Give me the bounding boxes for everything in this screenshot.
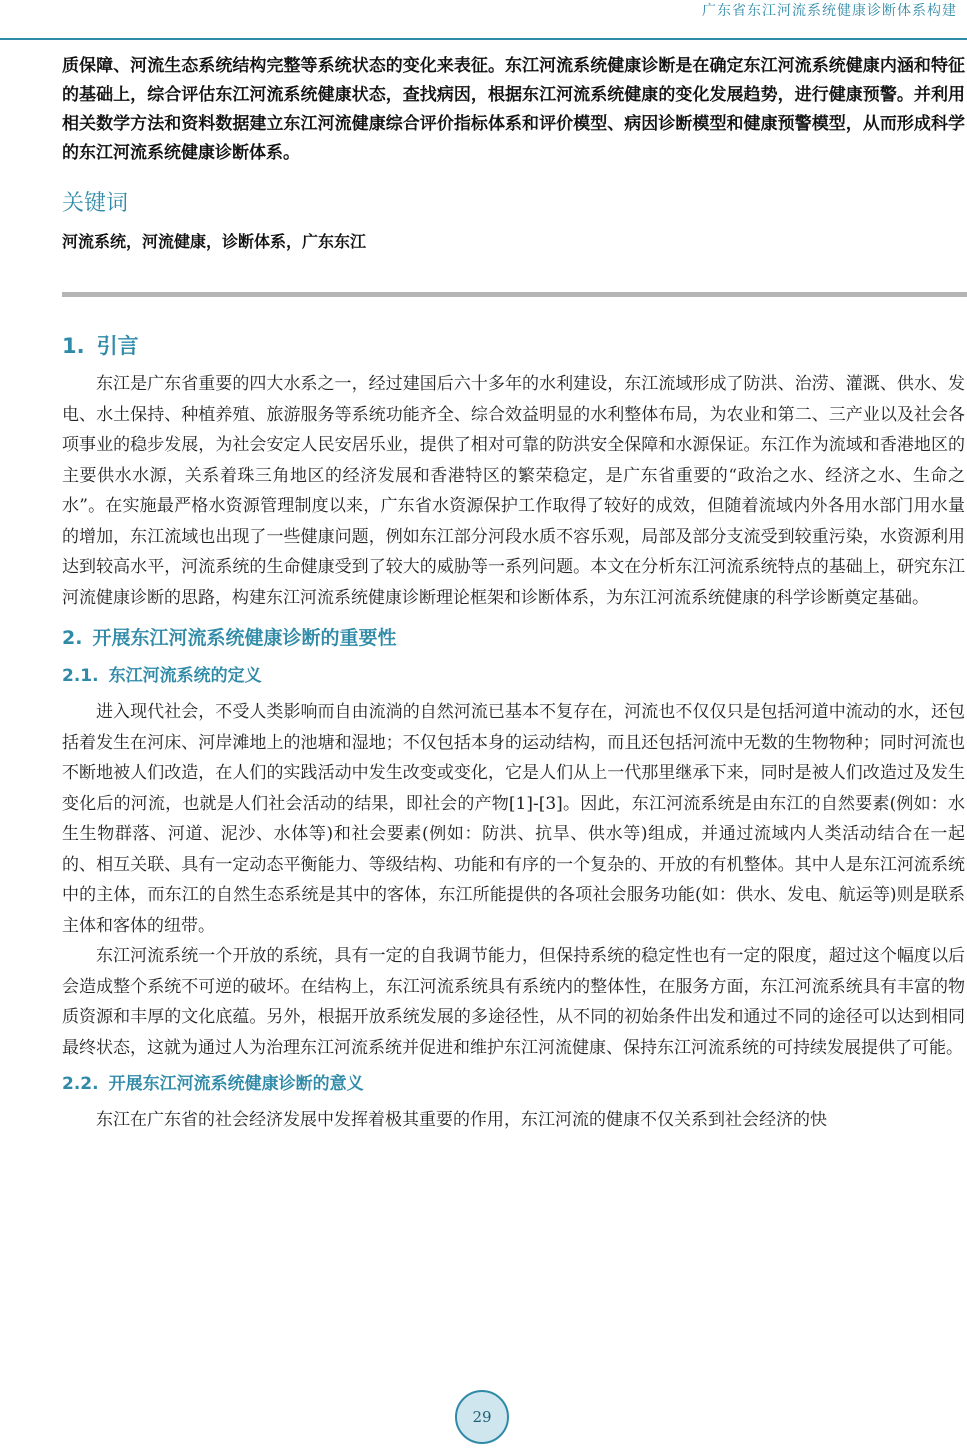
running-header: 广东省东江河流系统健康诊断体系构建 bbox=[702, 3, 957, 19]
section-2-1-heading bbox=[62, 661, 965, 691]
paragraph: 东江在广东省的社会经济发展中发挥着极其重要的作用，东江河流的健康不仅关系到社会经济的快 bbox=[96, 1110, 827, 1130]
section-1-heading bbox=[62, 331, 965, 361]
keywords-text: 河流系统，河流健康，诊断体系，广东东江 bbox=[62, 232, 367, 251]
header-rule bbox=[0, 38, 967, 40]
section-title: 开展东江河流系统健康诊断的意义 bbox=[108, 1074, 364, 1094]
section-number: 2.2. bbox=[62, 1074, 99, 1094]
section-2-2-heading bbox=[62, 1069, 965, 1099]
section-title: 东江河流系统的定义 bbox=[108, 666, 262, 686]
section-divider bbox=[62, 292, 967, 297]
page-number: 29 bbox=[472, 1408, 492, 1426]
section-number: 2.1. bbox=[62, 666, 99, 686]
abstract-text: 质保障、河流生态系统结构完整等系统状态的变化来表征。东江河流系统健康诊断是在确定东江河流系统健康内涵和特征的基础上，综合评估东江河流系统健康状态，查找病因，根据东江河流系统健康的变化发展趋势，进行健康预警。并利用相关数学方法和资料数据建立东江河流健康综合评价指标体系和评价模型、病因诊断模型和健康预警模型，从而形成科学的东江河流系统健康诊断体系。 bbox=[62, 56, 965, 163]
section-number: 1. bbox=[62, 334, 85, 358]
page-number-badge bbox=[455, 1390, 509, 1444]
paragraph: 进入现代社会，不受人类影响而自由流淌的自然河流已基本不复存在，河流也不仅仅只是包括河道中流动的水，还包括着发生在河床、河岸滩地上的池塘和湿地；不仅包括本身的运动结构，而且还包括河流中无数的生物物种；同时河流也不断地被人们改造，在人们的实践活动中发生改变或变化，它是人们从上一代那里继承下来，同时是被人们改造过及发生变化后的河流，也就是人们社会活动的结果，即社会的产物[1]-[3]。因此，东江河流系统是由东江的自然要素(例如：水生生物群落、河道、泥沙、水体等)和社会要素(例如：防洪、抗旱、供水等)组成，并通过流域内人类活动结合在一起的、相互关联、具有一定动态平衡能力、等级结构、功能和有序的一个复杂的、开放的有机整体。其中人是东江河流系统中的主体，而东江的自然生态系统是其中的客体，东江所能提供的各项社会服务功能(如：供水、发电、航运等)则是联系主体和客体的纽带。 bbox=[62, 702, 965, 936]
paragraph: 东江河流系统一个开放的系统，具有一定的自我调节能力，但保持系统的稳定性也有一定的限度，超过这个幅度以后会造成整个系统不可逆的破坏。在结构上，东江河流系统具有系统内的整体性，在服务方面，东江河流系统具有丰富的物质资源和丰厚的文化底蕴。另外，根据开放系统发展的多途径性，从不同的初始条件出发和通过不同的途径可以达到相同最终状态，这就为通过人为治理东江河流系统并促进和维护东江河流健康、保持东江河流系统的可持续发展提供了可能。 bbox=[62, 946, 965, 1058]
section-number: 2. bbox=[62, 627, 83, 649]
section-2-heading bbox=[62, 623, 965, 653]
keywords-heading: 关键词 bbox=[62, 191, 129, 216]
paragraph: 东江是广东省重要的四大水系之一，经过建国后六十多年的水利建设，东江流域形成了防洪、治涝、灌溉、供水、发电、水土保持、种植养殖、旅游服务等系统功能齐全、综合效益明显的水利整体布局，为农业和第二、三产业以及社会各项事业的稳步发展，为社会安定人民安居乐业，提供了相对可靠的防洪安全保障和水源保证。东江作为流域和香港地区的主要供水水源，关系着珠三角地区的经济发展和香港特区的繁荣稳定，是广东省重要的“政治之水、经济之水、生命之水”。在实施最严格水资源管理制度以来，广东省水资源保护工作取得了较好的成效，但随着流域内外各用水部门用水量的增加，东江流域也出现了一些健康问题，例如东江部分河段水质不容乐观，局部及部分支流受到较重污染，水资源利用达到较高水平，河流系统的生命健康受到了较大的威胁等一系列问题。本文在分析东江河流系统特点的基础上，研究东江河流健康诊断的思路，构建东江河流系统健康诊断理论框架和诊断体系，为东江河流系统健康的科学诊断奠定基础。 bbox=[62, 374, 965, 608]
section-title: 开展东江河流系统健康诊断的重要性 bbox=[92, 627, 397, 649]
section-title: 引言 bbox=[96, 334, 139, 358]
page-content bbox=[62, 52, 965, 1136]
